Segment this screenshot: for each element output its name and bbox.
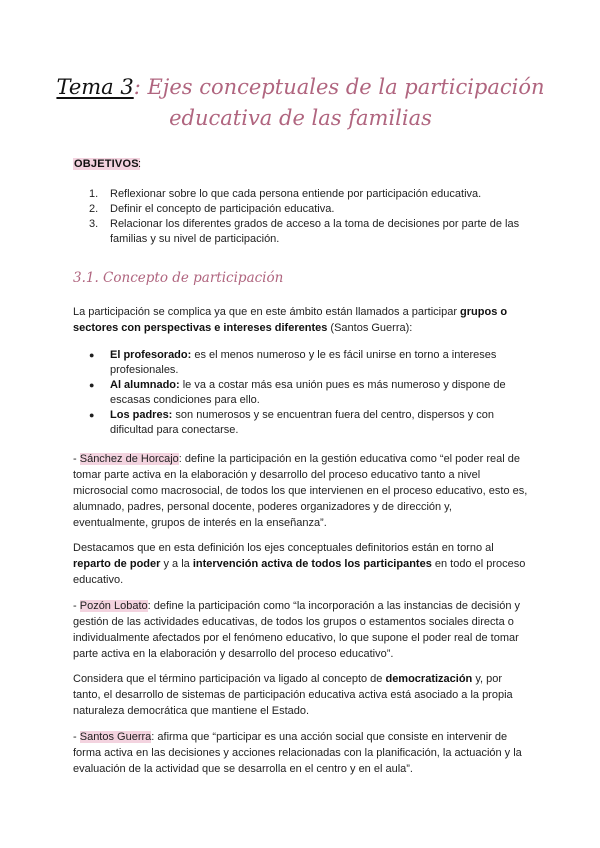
destacamos-text: Destacamos que en esta definición los ejes conceptuales definitorios están en torno al (73, 542, 494, 554)
section-heading: 3.1. Concepto de participación (73, 270, 284, 286)
title-tema: Tema 3 (56, 75, 134, 99)
objective-item (73, 217, 529, 247)
sanchez-author: Sánchez de Horcajo (79, 453, 179, 465)
destacamos-mid: y a la (160, 558, 193, 570)
sanchez-paragraph (73, 451, 529, 531)
santos-text: : afirma que “participar es una acción social que consiste en intervenir de forma activa en las decisiones y acciones relacionadas con la planificación, la actuación y la evaluación de la actividad que se desarrolla en el centro y en el aula”. (73, 731, 522, 775)
pozon-dash: - (73, 600, 80, 612)
sanchez-text: : define la participación en la gestión educativa como “el poder real de tomar parte activa en la elaboración y desarrollo del proceso educativo tanto a nivel microsocial como macrosocial, de todos los que intervienen en el proceso educativo, esto es, alumnado, padres, personal docente, poderes organizadores y de dirección y, eventualmente, grupos de interés en la enseñanza”. (73, 453, 528, 529)
considera-text: Considera que el término participación va ligado al concepto de (73, 673, 386, 685)
document-title (43, 72, 558, 134)
considera-after: y, por tanto, el desarrollo de sistemas de participación educativa activa está asociado a la propia naturaleza democrática que mantiene el Estado. (73, 673, 513, 717)
bullet-bold: Al alumnado: (110, 379, 180, 391)
bullet-bold: El profesorado: (110, 349, 192, 361)
intro-text: La participación se complica ya que en este ámbito están llamados a participar (73, 306, 461, 318)
intro-paragraph (73, 304, 529, 336)
destacamos-bold-1: reparto de poder (73, 558, 161, 570)
objective-number: 2. (89, 203, 99, 215)
santos-paragraph (73, 729, 529, 777)
santos-dash: - (73, 731, 80, 743)
objectives-list (73, 187, 529, 247)
bullet-text: son numerosos y se encuentran fuera del centro, dispersos y con dificultad para conectarse. (110, 409, 494, 436)
pozon-paragraph (73, 598, 529, 662)
pozon-text: : define la participación como “la incorporación a las instancias de decisión y gestión de las actividades educativas, de todos los grupos o estamentos sociales directa o individualmente afectados por el fenómeno educativo, lo que supone el poder real de tomar parte activa en la elaboración y desarrollo del proceso educativo”. (73, 600, 520, 660)
bullet-icon: ● (89, 350, 95, 360)
objective-text: Reflexionar sobre lo que cada persona entiende por participación educativa. (110, 188, 482, 200)
bullet-icon: ● (89, 410, 95, 420)
objective-text: Relacionar los diferentes grados de acceso a la toma de decisiones por parte de las familias y su nivel de participación. (110, 218, 520, 245)
destacamos-paragraph (73, 540, 529, 588)
title-text: Ejes conceptuales de la participación educativa de las familias (140, 75, 545, 130)
objective-item (73, 202, 529, 217)
considera-bold: democratización (385, 673, 473, 685)
bullet-bold: Los padres: (110, 409, 173, 421)
bullet-text: es el menos numeroso y le es fácil unirse en torno a intereses profesionales. (110, 349, 497, 376)
list-item (73, 348, 529, 378)
pozon-author: Pozón Lobato (79, 600, 148, 612)
intro-after: (Santos Guerra): (327, 322, 413, 334)
objective-item (73, 187, 529, 202)
bullet-icon: ● (89, 380, 95, 390)
bullet-text: le va a costar más esa unión pues es más numeroso y dispone de escasas condiciones para ello. (110, 379, 506, 406)
objective-number: 3. (89, 218, 99, 230)
considera-paragraph (73, 671, 529, 719)
objective-text: Definir el concepto de participación educativa. (110, 203, 335, 215)
objective-number: 1. (89, 188, 99, 200)
title-colon: : (133, 75, 141, 99)
destacamos-after: en todo el proceso educativo. (73, 558, 526, 586)
santos-author: Santos Guerra (79, 731, 152, 743)
list-item (73, 378, 529, 408)
objectives-label: OBJETIVOS (74, 158, 139, 170)
list-item (73, 408, 529, 438)
sanchez-dash: - (73, 453, 80, 465)
participants-list (73, 348, 529, 438)
objectives-colon: : (138, 158, 142, 170)
intro-bold: grupos o sectores con perspectivas e intereses diferentes (73, 306, 508, 334)
destacamos-bold-2: intervención activa de todos los participantes (192, 558, 432, 570)
